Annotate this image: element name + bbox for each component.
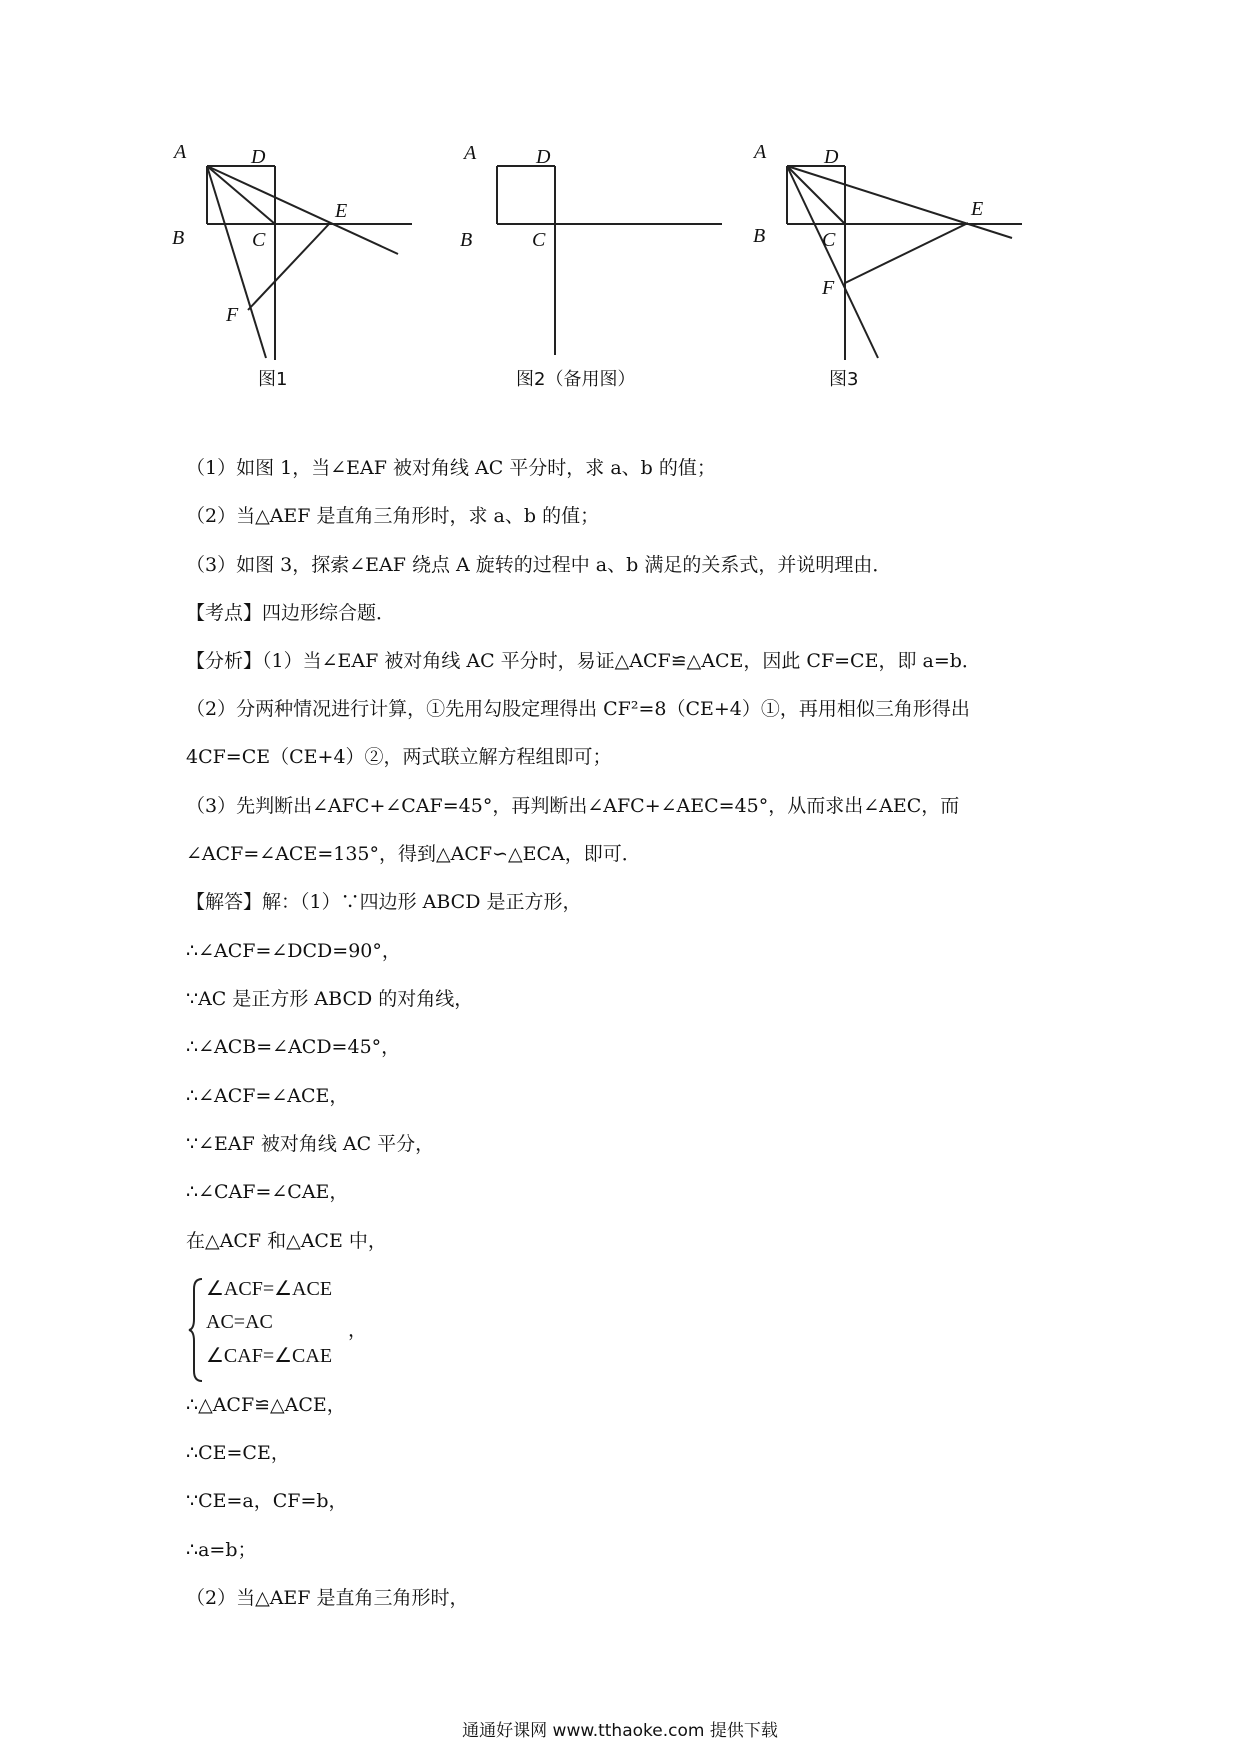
- point-c-label: C: [532, 229, 546, 251]
- point-e-label: E: [335, 200, 348, 222]
- solution-line: 在△ACF 和△ACE 中，: [186, 1230, 387, 1252]
- point-b-label: B: [172, 227, 185, 249]
- system-row: ∠CAF=∠CAE: [206, 1345, 333, 1367]
- key-point: 【考点】四边形综合题．: [186, 602, 396, 624]
- equation-system: [188, 1275, 388, 1385]
- left-brace: [188, 1275, 208, 1385]
- point-c-label: C: [252, 229, 266, 251]
- figure-2: [460, 142, 770, 450]
- point-d-label: D: [824, 146, 839, 168]
- solution-line: ∴△ACF≌△ACE，: [186, 1394, 346, 1416]
- solution-line: ∴∠ACF=∠DCD=90°，: [186, 940, 401, 962]
- system-comma: ，: [348, 1319, 368, 1341]
- figure-3-drawing: [760, 150, 1060, 450]
- point-a-label: A: [464, 142, 477, 164]
- figure-3: [753, 141, 1060, 450]
- figure-3-caption: 图3: [829, 369, 859, 390]
- solution-line: ∴a=b；: [186, 1539, 257, 1561]
- question-1: （1）如图 1，当∠EAF 被对角线 AC 平分时，求 a、b 的值；: [186, 457, 716, 479]
- point-d-label: D: [536, 146, 551, 168]
- analysis-1: 【分析】（1）当∠EAF 被对角线 AC 平分时，易证△ACF≌△ACE，因此 CF=CE，即 a=b．: [186, 650, 981, 672]
- solution-line: ∵∠EAF 被对角线 AC 平分，: [186, 1133, 435, 1155]
- system-row: ∠ACF=∠ACE: [206, 1278, 333, 1300]
- solution-part-2: （2）当△AEF 是直角三角形时，: [186, 1587, 469, 1609]
- point-c-label: C: [822, 229, 836, 251]
- analysis-2: （2）分两种情况进行计算，①先用勾股定理得出 CF²=8（CE+4）①，再用相似三角形得出: [186, 698, 970, 720]
- solution-line: ∵CE=a，CF=b，: [186, 1490, 348, 1512]
- figure-2-caption: 图2（备用图）: [516, 369, 636, 390]
- solution-line: ∴∠CAF=∠CAE，: [186, 1181, 349, 1203]
- solution-heading: 【解答】解：（1）∵四边形 ABCD 是正方形，: [186, 891, 582, 913]
- solution-line: ∴∠ACB=∠ACD=45°，: [186, 1036, 401, 1058]
- point-b-label: B: [753, 225, 766, 247]
- point-f-label: F: [226, 304, 239, 326]
- point-a-label: A: [754, 141, 767, 163]
- figure-1-drawing: [180, 150, 480, 450]
- figure-2-drawing: [470, 150, 770, 450]
- figure-1: [172, 141, 480, 450]
- point-a-label: A: [174, 141, 187, 163]
- solution-line: ∵AC 是正方形 ABCD 的对角线，: [186, 988, 474, 1010]
- point-f-label: F: [822, 277, 835, 299]
- system-row: AC=AC: [206, 1311, 273, 1333]
- point-e-label: E: [971, 198, 984, 220]
- question-3: （3）如图 3，探索∠EAF 绕点 A 旋转的过程中 a、b 满足的关系式，并说明理由．: [186, 554, 892, 576]
- solution-line: ∴CE=CE，: [186, 1442, 290, 1464]
- solution-line: ∴∠ACF=∠ACE，: [186, 1085, 349, 1107]
- point-b-label: B: [460, 229, 473, 251]
- figure-1-caption: 图1: [258, 369, 288, 390]
- point-d-label: D: [251, 146, 266, 168]
- analysis-3: （3）先判断出∠AFC+∠CAF=45°，再判断出∠AFC+∠AEC=45°，从而求出∠AEC，而: [186, 795, 960, 817]
- footer: 通通好课网 www.tthaoke.com 提供下载: [462, 1721, 778, 1741]
- analysis-2-cont: 4CF=CE（CE+4）②，两式联立解方程组即可；: [186, 746, 612, 768]
- question-2: （2）当△AEF 是直角三角形时，求 a、b 的值；: [186, 505, 600, 527]
- analysis-3-cont: ∠ACF=∠ACE=135°，得到△ACF∽△ECA，即可．: [186, 843, 641, 865]
